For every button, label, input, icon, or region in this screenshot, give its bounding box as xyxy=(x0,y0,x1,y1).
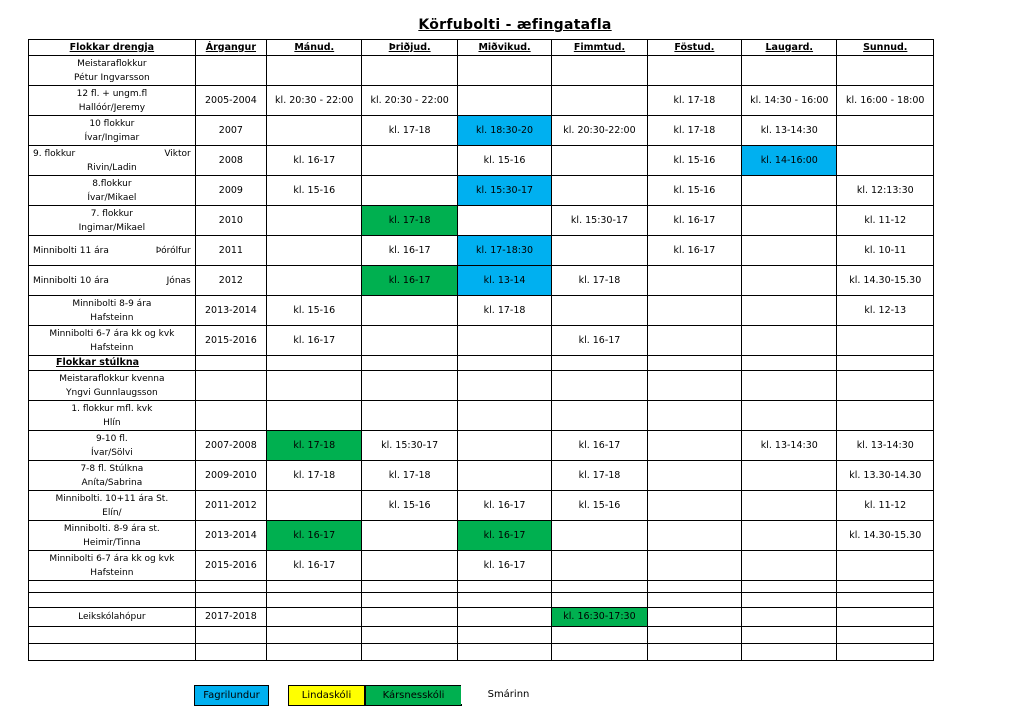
table-row xyxy=(29,146,934,176)
time-cell xyxy=(742,461,837,491)
table-row xyxy=(29,236,934,266)
time-cell: kl. 16-17 xyxy=(267,551,362,581)
year-cell: 2008 xyxy=(195,146,266,176)
time-cell xyxy=(552,56,647,86)
time-cell: kl. 15-16 xyxy=(267,176,362,206)
group-name-cell: Leikskólahópur xyxy=(29,608,196,627)
girls-heading: Flokkar stúlkna xyxy=(29,356,196,371)
time-cell: kl. 11-12 xyxy=(837,491,934,521)
time-cell xyxy=(647,296,741,326)
time-cell: kl. 15:30-17 xyxy=(362,431,457,461)
time-cell: kl. 14.30-15.30 xyxy=(837,521,934,551)
year-cell xyxy=(195,371,266,401)
year-cell: 2005-2004 xyxy=(195,86,266,116)
column-header: Fimmtud. xyxy=(552,40,647,56)
time-cell xyxy=(362,56,457,86)
time-cell xyxy=(267,608,362,627)
time-cell: kl. 17-18:30 xyxy=(457,236,551,266)
time-cell xyxy=(837,146,934,176)
legend-item: Lindaskóli xyxy=(288,685,365,706)
year-cell xyxy=(195,56,266,86)
group-name-cell: 9. flokkur Viktor Rivin/Ladin xyxy=(29,146,196,176)
time-cell: kl. 14.30-15.30 xyxy=(837,266,934,296)
time-cell xyxy=(647,551,741,581)
empty-row xyxy=(29,644,934,661)
year-cell: 2011 xyxy=(195,236,266,266)
group-name-cell: 7. flokkur Ingimar/Mikael xyxy=(29,206,196,236)
group-name-cell: Minnibolti 11 ára Þórólfur xyxy=(29,236,196,266)
group-name-cell: Minnibolti 10 ára Jónas xyxy=(29,266,196,296)
year-cell: 2012 xyxy=(195,266,266,296)
time-cell xyxy=(742,266,837,296)
time-cell: kl. 15-16 xyxy=(457,146,551,176)
time-cell xyxy=(742,296,837,326)
time-cell: kl. 13-14 xyxy=(457,266,551,296)
empty-row xyxy=(29,627,934,644)
group-name-cell: Minnibolti. 10+11 ára St. Elín/ xyxy=(29,491,196,521)
time-cell xyxy=(457,326,551,356)
year-cell: 2017-2018 xyxy=(195,608,266,627)
time-cell: kl. 16:00 - 18:00 xyxy=(837,86,934,116)
group-name-cell: 1. flokkur mfl. kvk Hlín xyxy=(29,401,196,431)
time-cell: kl. 16-17 xyxy=(457,491,551,521)
time-cell xyxy=(647,521,741,551)
column-header: Mánud. xyxy=(267,40,362,56)
schedule-table xyxy=(28,39,934,661)
group-name-cell: Minnibolti 6-7 ára kk og kvk Hafsteinn xyxy=(29,326,196,356)
time-cell: kl. 17-18 xyxy=(552,461,647,491)
time-cell xyxy=(362,608,457,627)
legend-item: Smárinn xyxy=(461,685,556,704)
time-cell xyxy=(362,551,457,581)
table-row xyxy=(29,326,934,356)
time-cell: kl. 17-18 xyxy=(362,116,457,146)
time-cell: kl. 16-17 xyxy=(552,326,647,356)
time-cell xyxy=(267,206,362,236)
time-cell xyxy=(742,326,837,356)
table-row xyxy=(29,551,934,581)
time-cell: kl. 16-17 xyxy=(552,431,647,461)
time-cell xyxy=(362,371,457,401)
time-cell: kl. 18:30-20 xyxy=(457,116,551,146)
time-cell xyxy=(837,326,934,356)
time-cell xyxy=(457,401,551,431)
time-cell xyxy=(742,56,837,86)
time-cell: kl. 17-18 xyxy=(552,266,647,296)
group-name-cell: Meistaraflokkur Pétur Ingvarsson xyxy=(29,56,196,86)
group-name-cell: Minnibolti. 8-9 ára st. Heimir/Tinna xyxy=(29,521,196,551)
time-cell xyxy=(267,56,362,86)
time-cell: kl. 20:30 - 22:00 xyxy=(267,86,362,116)
column-header: Þriðjud. xyxy=(362,40,457,56)
time-cell xyxy=(647,461,741,491)
time-cell: kl. 16:30-17:30 xyxy=(552,608,647,627)
year-cell xyxy=(195,401,266,431)
table-row xyxy=(29,56,934,86)
group-name-cell: 7-8 fl. Stúlkna Aníta/Sabrina xyxy=(29,461,196,491)
time-cell xyxy=(742,176,837,206)
time-cell xyxy=(267,491,362,521)
time-cell: kl. 13.30-14.30 xyxy=(837,461,934,491)
time-cell xyxy=(457,206,551,236)
time-cell: kl. 15-16 xyxy=(647,176,741,206)
group-name-cell: 10 flokkur Ívar/Ingimar xyxy=(29,116,196,146)
group-name-cell: 12 fl. + ungm.fl Hallóór/Jeremy xyxy=(29,86,196,116)
column-header: Föstud. xyxy=(647,40,741,56)
year-cell: 2011-2012 xyxy=(195,491,266,521)
time-cell xyxy=(837,608,934,627)
column-header: Flokkar drengja xyxy=(29,40,196,56)
time-cell: kl. 16-17 xyxy=(267,326,362,356)
time-cell: kl. 20:30-22:00 xyxy=(552,116,647,146)
time-cell: kl. 14:30 - 16:00 xyxy=(742,86,837,116)
time-cell: kl. 12:13:30 xyxy=(837,176,934,206)
time-cell: kl. 15-16 xyxy=(647,146,741,176)
time-cell xyxy=(362,296,457,326)
time-cell xyxy=(552,371,647,401)
time-cell xyxy=(742,371,837,401)
time-cell xyxy=(647,56,741,86)
girls-heading-row xyxy=(29,356,934,371)
time-cell xyxy=(647,326,741,356)
column-header: Árgangur xyxy=(195,40,266,56)
time-cell: kl. 16-17 xyxy=(267,146,362,176)
time-cell xyxy=(457,56,551,86)
time-cell xyxy=(362,176,457,206)
time-cell xyxy=(647,491,741,521)
group-name-cell: Minnibolti 8-9 ára Hafsteinn xyxy=(29,296,196,326)
group-name-cell: Minnibolti 6-7 ára kk og kvk Hafsteinn xyxy=(29,551,196,581)
time-cell: kl. 13-14:30 xyxy=(742,431,837,461)
time-cell xyxy=(457,371,551,401)
time-cell xyxy=(837,116,934,146)
time-cell: kl. 16-17 xyxy=(362,266,457,296)
time-cell xyxy=(742,206,837,236)
time-cell: kl. 15:30-17 xyxy=(552,206,647,236)
table-row xyxy=(29,608,934,627)
time-cell: kl. 16-17 xyxy=(647,236,741,266)
year-cell: 2009-2010 xyxy=(195,461,266,491)
time-cell: kl. 14-16:00 xyxy=(742,146,837,176)
time-cell xyxy=(647,266,741,296)
time-cell xyxy=(552,86,647,116)
time-cell xyxy=(742,551,837,581)
table-row xyxy=(29,206,934,236)
time-cell xyxy=(742,608,837,627)
time-cell: kl. 16-17 xyxy=(647,206,741,236)
group-name-cell: 9-10 fl. Ívar/Sölvi xyxy=(29,431,196,461)
table-row xyxy=(29,461,934,491)
column-header: Miðvikud. xyxy=(457,40,551,56)
time-cell: kl. 15-16 xyxy=(267,296,362,326)
time-cell xyxy=(552,146,647,176)
table-row xyxy=(29,176,934,206)
group-name-cell: Meistaraflokkur kvenna Yngvi Gunnlaugsson xyxy=(29,371,196,401)
time-cell xyxy=(837,56,934,86)
group-name-cell: 8.flokkur Ívar/Mikael xyxy=(29,176,196,206)
empty-row xyxy=(29,593,934,608)
legend-item: Kársnesskóli xyxy=(365,685,462,706)
time-cell: kl. 13-14:30 xyxy=(837,431,934,461)
time-cell xyxy=(457,461,551,491)
time-cell xyxy=(647,371,741,401)
time-cell: kl. 20:30 - 22:00 xyxy=(362,86,457,116)
time-cell: kl. 17-18 xyxy=(267,431,362,461)
time-cell xyxy=(362,401,457,431)
time-cell: kl. 17-18 xyxy=(362,461,457,491)
time-cell xyxy=(742,401,837,431)
time-cell xyxy=(267,401,362,431)
time-cell xyxy=(267,266,362,296)
time-cell xyxy=(552,551,647,581)
time-cell: kl. 16-17 xyxy=(457,521,551,551)
time-cell: kl. 15:30-17 xyxy=(457,176,551,206)
table-row xyxy=(29,371,934,401)
time-cell xyxy=(837,371,934,401)
table-row xyxy=(29,296,934,326)
table-row xyxy=(29,86,934,116)
year-cell: 2010 xyxy=(195,206,266,236)
year-cell: 2015-2016 xyxy=(195,326,266,356)
time-cell: kl. 17-18 xyxy=(267,461,362,491)
time-cell xyxy=(742,236,837,266)
year-cell: 2007 xyxy=(195,116,266,146)
year-cell: 2009 xyxy=(195,176,266,206)
table-row xyxy=(29,491,934,521)
year-cell: 2013-2014 xyxy=(195,296,266,326)
time-cell xyxy=(457,431,551,461)
time-cell: kl. 13-14:30 xyxy=(742,116,837,146)
time-cell: kl. 12-13 xyxy=(837,296,934,326)
time-cell xyxy=(552,176,647,206)
time-cell xyxy=(647,401,741,431)
time-cell xyxy=(362,326,457,356)
time-cell xyxy=(742,521,837,551)
time-cell xyxy=(837,551,934,581)
time-cell xyxy=(362,521,457,551)
time-cell: kl. 16-17 xyxy=(362,236,457,266)
time-cell xyxy=(457,608,551,627)
time-cell xyxy=(362,146,457,176)
time-cell: kl. 10-11 xyxy=(837,236,934,266)
time-cell: kl. 15-16 xyxy=(362,491,457,521)
time-cell xyxy=(647,608,741,627)
time-cell xyxy=(457,86,551,116)
time-cell xyxy=(552,521,647,551)
year-cell: 2007-2008 xyxy=(195,431,266,461)
time-cell xyxy=(267,236,362,266)
table-row xyxy=(29,266,934,296)
table-row xyxy=(29,401,934,431)
time-cell xyxy=(552,236,647,266)
legend-item: Fagrilundur xyxy=(194,685,269,706)
time-cell: kl. 11-12 xyxy=(837,206,934,236)
time-cell xyxy=(267,116,362,146)
header-row xyxy=(29,40,934,56)
time-cell xyxy=(552,401,647,431)
time-cell xyxy=(742,491,837,521)
table-row xyxy=(29,116,934,146)
time-cell: kl. 17-18 xyxy=(457,296,551,326)
year-cell: 2015-2016 xyxy=(195,551,266,581)
time-cell: kl. 17-18 xyxy=(362,206,457,236)
time-cell xyxy=(267,371,362,401)
time-cell: kl. 17-18 xyxy=(647,86,741,116)
time-cell xyxy=(552,296,647,326)
time-cell: kl. 16-17 xyxy=(457,551,551,581)
time-cell xyxy=(837,401,934,431)
time-cell: kl. 16-17 xyxy=(267,521,362,551)
column-header: Sunnud. xyxy=(837,40,934,56)
column-header: Laugard. xyxy=(742,40,837,56)
time-cell: kl. 15-16 xyxy=(552,491,647,521)
year-cell: 2013-2014 xyxy=(195,521,266,551)
table-row xyxy=(29,521,934,551)
table-row xyxy=(29,431,934,461)
page-title: Körfubolti - æfingatafla xyxy=(418,17,612,33)
time-cell: kl. 17-18 xyxy=(647,116,741,146)
time-cell xyxy=(647,431,741,461)
